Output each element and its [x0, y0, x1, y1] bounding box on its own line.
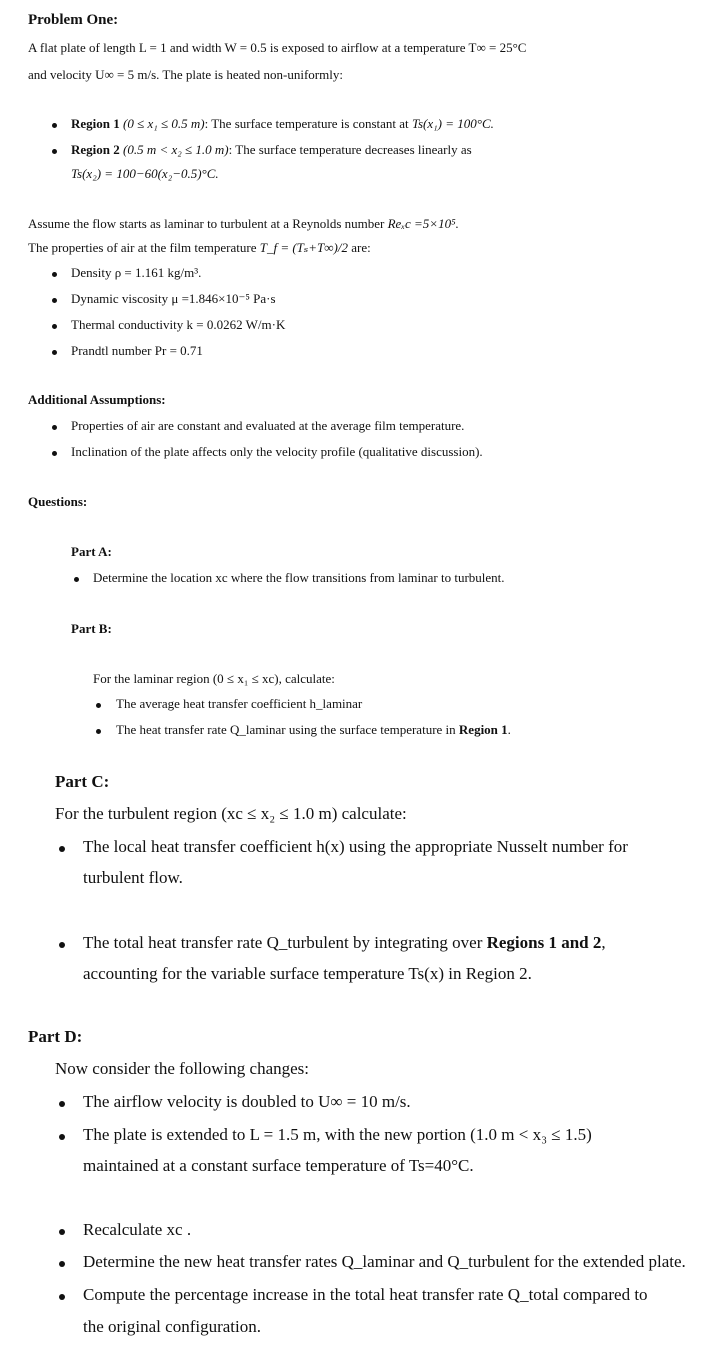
part-c-intro: For the turbulent region (xc ≤ x₂ ≤ 1.0 m) calculate:	[55, 804, 407, 823]
property-prandtl: Prandtl number Pr = 0.71	[71, 343, 203, 358]
bullet-icon	[52, 425, 57, 430]
bullet-icon	[52, 451, 57, 456]
part-c-item-2-bold: Regions 1 and 2	[486, 933, 602, 952]
bullet-icon	[59, 1261, 65, 1267]
bullet-icon	[59, 1101, 65, 1107]
region-2	[71, 142, 472, 158]
part-d-item-5-line-1: Compute the percentage increase in the total heat transfer rate Q_total compared to	[83, 1285, 648, 1304]
region-1-label: Region 1	[71, 116, 120, 131]
part-b-item-1: The average heat transfer coefficient h_laminar	[116, 696, 363, 711]
assume-text: Assume the flow starts as laminar to turbulent at a Reynolds number	[28, 216, 388, 231]
additional-item-2: Inclination of the plate affects only the velocity profile (qualitative discussion).	[71, 444, 483, 459]
part-c-item-2-end: ,	[601, 933, 606, 952]
region-2-text: : The surface temperature decreases linearly as	[228, 142, 472, 157]
part-c-item-1-line-1: The local heat transfer coefficient h(x) using the appropriate Nusselt number for	[83, 837, 628, 856]
region-1-expr: Ts(x₁) = 100°C.	[411, 116, 494, 131]
film-temp-text: The properties of air at the film temperature	[28, 240, 260, 255]
bullet-icon	[59, 846, 65, 852]
region-1	[71, 116, 494, 132]
bullet-icon	[96, 703, 101, 708]
part-d-item-4: Determine the new heat transfer rates Q_laminar and Q_turbulent for the extended plate.	[83, 1252, 686, 1271]
part-b-item-2	[116, 722, 511, 738]
part-c-item-2-line-2: accounting for the variable surface temperature Ts(x) in Region 2.	[83, 964, 532, 983]
bullet-icon	[52, 324, 57, 329]
bullet-icon	[59, 1294, 65, 1300]
part-b-heading: Part B:	[71, 621, 112, 636]
region-1-text: : The surface temperature is constant at	[204, 116, 412, 131]
film-temp-end: are:	[348, 240, 371, 255]
intro-line-2: and velocity U∞ = 5 m/s. The plate is heated non-uniformly:	[28, 67, 343, 82]
property-conductivity: Thermal conductivity k = 0.0262 W/m·K	[71, 317, 286, 332]
bullet-icon	[52, 123, 57, 128]
bullet-icon	[52, 350, 57, 355]
additional-heading: Additional Assumptions:	[28, 392, 166, 407]
assume-line-2	[28, 240, 371, 256]
region-2-expr: Ts(x₂) = 100−60(x₂−0.5)°C.	[71, 166, 219, 181]
part-a-item: Determine the location xc where the flow transitions from laminar to turbulent.	[93, 570, 505, 585]
part-d-item-1: The airflow velocity is doubled to U∞ = 10 m/s.	[83, 1092, 411, 1111]
property-viscosity: Dynamic viscosity μ =1.846×10⁻⁵ Pa·s	[71, 291, 276, 306]
bullet-icon	[96, 729, 101, 734]
bullet-icon	[59, 1134, 65, 1140]
bullet-icon	[52, 149, 57, 154]
region-1-range: (0 ≤ x₁ ≤ 0.5 m)	[119, 116, 205, 131]
part-c-item-1-line-2: turbulent flow.	[83, 868, 183, 887]
part-b-item-2-end: .	[507, 722, 511, 737]
film-temp-expr: T_f = (Tₛ+T∞)/2	[259, 240, 348, 255]
bullet-icon	[59, 942, 65, 948]
part-d-item-2-line-2: maintained at a constant surface temperature of Ts=40°C.	[83, 1156, 474, 1175]
problem-title: Problem One:	[28, 12, 119, 28]
part-c-heading: Part C:	[55, 772, 110, 791]
region-2-label: Region 2	[71, 142, 120, 157]
part-a-heading: Part A:	[71, 544, 112, 559]
part-b-intro: For the laminar region (0 ≤ x₁ ≤ xc), calculate:	[93, 671, 335, 686]
part-d-item-3: Recalculate xc .	[83, 1220, 192, 1239]
part-d-heading: Part D:	[28, 1027, 83, 1046]
intro-line-1: A flat plate of length L = 1 and width W = 0.5 is exposed to airflow at a temperature T∞ = 25°C	[28, 40, 527, 55]
assume-line-1	[28, 216, 459, 232]
part-b-item-2-text: The heat transfer rate Q_laminar using the surface temperature in	[116, 722, 459, 737]
part-c-item-2-line-1	[83, 933, 606, 953]
part-b-item-2-bold: Region 1	[458, 722, 508, 737]
region-2-range: (0.5 m < x₂ ≤ 1.0 m)	[119, 142, 229, 157]
additional-item-1: Properties of air are constant and evaluated at the average film temperature.	[71, 418, 465, 433]
property-density: Density ρ = 1.161 kg/m³.	[71, 265, 202, 280]
bullet-icon	[59, 1229, 65, 1235]
part-d-item-5-line-2: the original configuration.	[83, 1317, 261, 1336]
bullet-icon	[52, 272, 57, 277]
questions-heading: Questions:	[28, 494, 88, 509]
part-d-intro: Now consider the following changes:	[55, 1059, 309, 1078]
bullet-icon	[74, 577, 79, 582]
part-c-item-2-text: The total heat transfer rate Q_turbulent by integrating over	[83, 933, 487, 952]
part-d-item-2-line-1: The plate is extended to L = 1.5 m, with the new portion (1.0 m < x₃ ≤ 1.5)	[83, 1125, 592, 1144]
reynolds-critical: Reₓc =5×10⁵.	[387, 216, 459, 231]
bullet-icon	[52, 298, 57, 303]
